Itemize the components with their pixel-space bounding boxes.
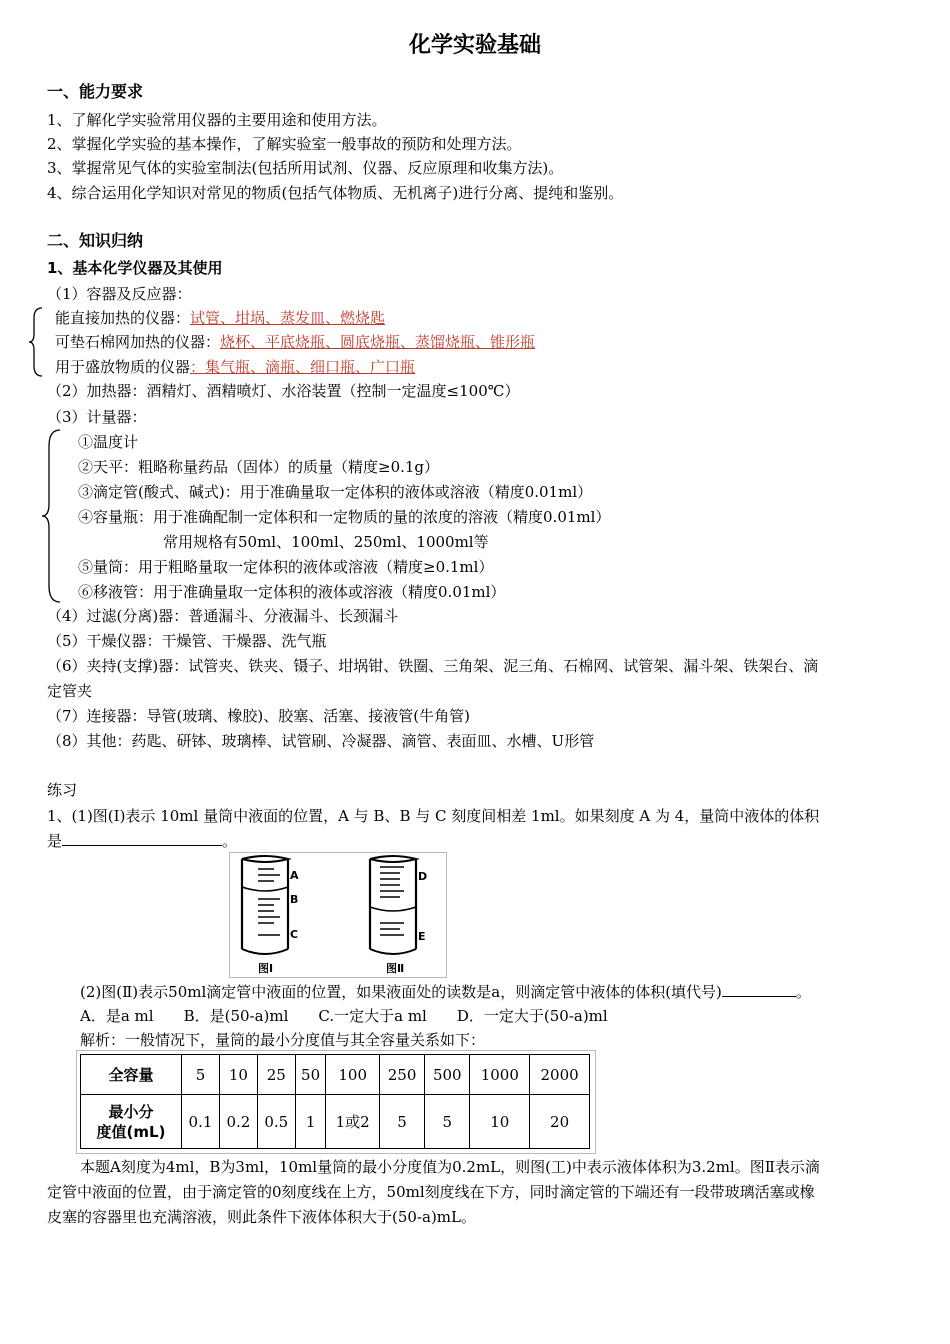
- label-e: E: [418, 930, 426, 943]
- ability-item: 3、掌握常见气体的实验室制法(包括所用试剂、仪器、反应原理和收集方法)。: [47, 159, 564, 177]
- table-cell: 1: [295, 1095, 326, 1149]
- answer-options: A．是a ml B．是(50-a)ml C.一定大于a ml D．一定大于(50-a)ml: [80, 1007, 608, 1025]
- label-b: B: [290, 893, 299, 906]
- subsection-heading: 1、基本化学仪器及其使用: [47, 259, 223, 277]
- table-cell: 0.2: [219, 1095, 257, 1149]
- table-cell: 2000: [530, 1055, 590, 1095]
- table-row: [81, 1095, 590, 1149]
- left-brace-icon: [28, 306, 44, 378]
- measuring-item-note: 常用规格有50ml、100ml、250ml、1000ml等: [163, 533, 489, 551]
- direct-heating-label: 能直接加热的仪器：: [55, 309, 191, 327]
- label-a: A: [290, 869, 299, 882]
- caption-fig-1: 图Ⅰ: [258, 962, 274, 975]
- table-cell: 5: [379, 1095, 424, 1149]
- table-cell: 10: [470, 1095, 530, 1149]
- storage-label: 用于盛放物质的仪器: [55, 358, 191, 376]
- analysis-intro: 解析：一般情况下，量筒的最小分度值与其全容量关系如下：: [80, 1031, 486, 1049]
- question-1-line-2: [47, 831, 237, 851]
- answer-paragraph-line: 皮塞的容器里也充满溶液，则此条件下液体体积大于(50-a)mL。: [47, 1208, 476, 1226]
- category-others: （8）其他：药匙、研钵、玻璃棒、试管刷、冷凝器、滴管、表面皿、水槽、U形管: [47, 732, 595, 750]
- label-c: C: [290, 928, 299, 941]
- table-cell: 5: [182, 1055, 220, 1095]
- table-cell: 25: [257, 1055, 295, 1095]
- measuring-item: ⑤量筒：用于粗略量取一定体积的液体或溶液（精度≥0.1ml）: [78, 558, 494, 576]
- left-brace-icon: [40, 428, 62, 604]
- table-cell: 0.1: [182, 1095, 220, 1149]
- category-clamps: （6）夹持(支撑)器：试管夹、铁夹、镊子、坩埚钳、铁圈、三角架、泥三角、石棉网、试管架、漏斗架、铁架台、滴: [47, 657, 819, 675]
- table-cell: 1000: [470, 1055, 530, 1095]
- storage-row: [55, 357, 415, 377]
- measuring-item: ⑥移液管：用于准确量取一定体积的液体或溶液（精度0.01ml）: [78, 583, 506, 601]
- measuring-item: ②天平：粗略称量药品（固体）的质量（精度≥0.1g）: [78, 458, 440, 476]
- category-connectors: （7）连接器：导管(玻璃、橡胶)、胶塞、活塞、接液管(牛角管): [47, 707, 470, 725]
- gauze-heating-label: 可垫石棉网加热的仪器：: [55, 333, 221, 351]
- category-clamps-cont: 定管夹: [47, 682, 93, 700]
- question-1-end: 。: [222, 832, 238, 850]
- row-header-capacity: 全容量: [81, 1055, 182, 1095]
- question-2-end: 。: [795, 983, 811, 1001]
- table-cell: 100: [326, 1055, 380, 1095]
- table-cell: 5: [425, 1095, 470, 1149]
- gauze-heating-row: [55, 332, 535, 352]
- table-cell: 0.5: [257, 1095, 295, 1149]
- table-cell: 500: [425, 1055, 470, 1095]
- answer-blank[interactable]: [722, 982, 796, 997]
- direct-heating-row: [55, 308, 385, 328]
- cylinder-figure: [229, 852, 447, 978]
- practice-heading: 练习: [47, 781, 78, 799]
- storage-value: ：集气瓶、滴瓶、细口瓶、广口瓶: [190, 358, 416, 376]
- measuring-item: ③滴定管(酸式、碱式)：用于准确量取一定体积的液体或溶液（精度0.01ml）: [78, 483, 593, 501]
- section-heading-knowledge: 二、知识归纳: [47, 231, 144, 250]
- row-header-line: 度值(mL): [96, 1122, 166, 1141]
- ability-item: 2、掌握化学实验的基本操作，了解实验室一般事故的预防和处理方法。: [47, 135, 522, 153]
- category-filters: （4）过滤(分离)器：普通漏斗、分液漏斗、长颈漏斗: [47, 607, 399, 625]
- table-cell: 20: [530, 1095, 590, 1149]
- table-cell: 50: [295, 1055, 326, 1095]
- table-cell: 1或2: [326, 1095, 380, 1149]
- question-1-line-1: 1、(1)图(Ⅰ)表示 10ml 量筒中液面的位置，A 与 B、B 与 C 刻度间相差 1ml。如果刻度 A 为 4，量筒中液体的体积: [47, 807, 820, 825]
- direct-heating-value: 试管、坩埚、蒸发皿、燃烧匙: [190, 309, 386, 327]
- row-header-division: [81, 1095, 182, 1149]
- gauze-heating-value: 烧杯、平底烧瓶、圆底烧瓶、蒸馏烧瓶、锥形瓶: [220, 333, 536, 351]
- ability-item: 4、综合运用化学知识对常见的物质(包括气体物质、无机离子)进行分离、提纯和鉴别。: [47, 184, 624, 202]
- table-row: [81, 1055, 590, 1095]
- capacity-table: [80, 1054, 590, 1149]
- answer-blank[interactable]: [62, 831, 222, 846]
- question-1-text: 是: [47, 832, 63, 850]
- table-cell: 250: [379, 1055, 424, 1095]
- row-header-line: 最小分: [108, 1102, 154, 1121]
- caption-fig-2: 图Ⅱ: [386, 962, 405, 975]
- question-2-text: (2)图(Ⅱ)表示50ml滴定管中液面的位置，如果液面处的读数是a，则滴定管中液体的体积(填代号): [80, 983, 722, 1001]
- category-drying: （5）干燥仪器：干燥管、干燥器、洗气瓶: [47, 632, 327, 650]
- category-containers: （1）容器及反应器：: [47, 285, 192, 303]
- table-cell: 10: [219, 1055, 257, 1095]
- label-d: D: [418, 870, 428, 883]
- page-title: 化学实验基础: [408, 33, 541, 58]
- measuring-item: ①温度计: [78, 433, 139, 451]
- category-heaters: （2）加热器：酒精灯、酒精喷灯、水浴装置（控制一定温度≤100℃）: [47, 382, 520, 400]
- answer-paragraph-line: 本题A刻度为4ml，B为3ml，10ml量筒的最小分度值为0.2mL，则图(工)中表示液体体积为3.2ml。图Ⅱ表示滴: [80, 1158, 820, 1176]
- ability-item: 1、了解化学实验常用仪器的主要用途和使用方法。: [47, 111, 387, 129]
- measuring-item: ④容量瓶：用于准确配制一定体积和一定物质的量的浓度的溶液（精度0.01ml）: [78, 508, 611, 526]
- question-2: [80, 982, 811, 1002]
- answer-paragraph-line: 定管中液面的位置，由于滴定管的0刻度线在上方，50ml刻度线在下方，同时滴定管的下端还有一段带玻璃活塞或橡: [47, 1183, 815, 1201]
- section-heading-ability: 一、能力要求: [47, 82, 144, 101]
- category-measuring: （3）计量器：: [47, 408, 147, 426]
